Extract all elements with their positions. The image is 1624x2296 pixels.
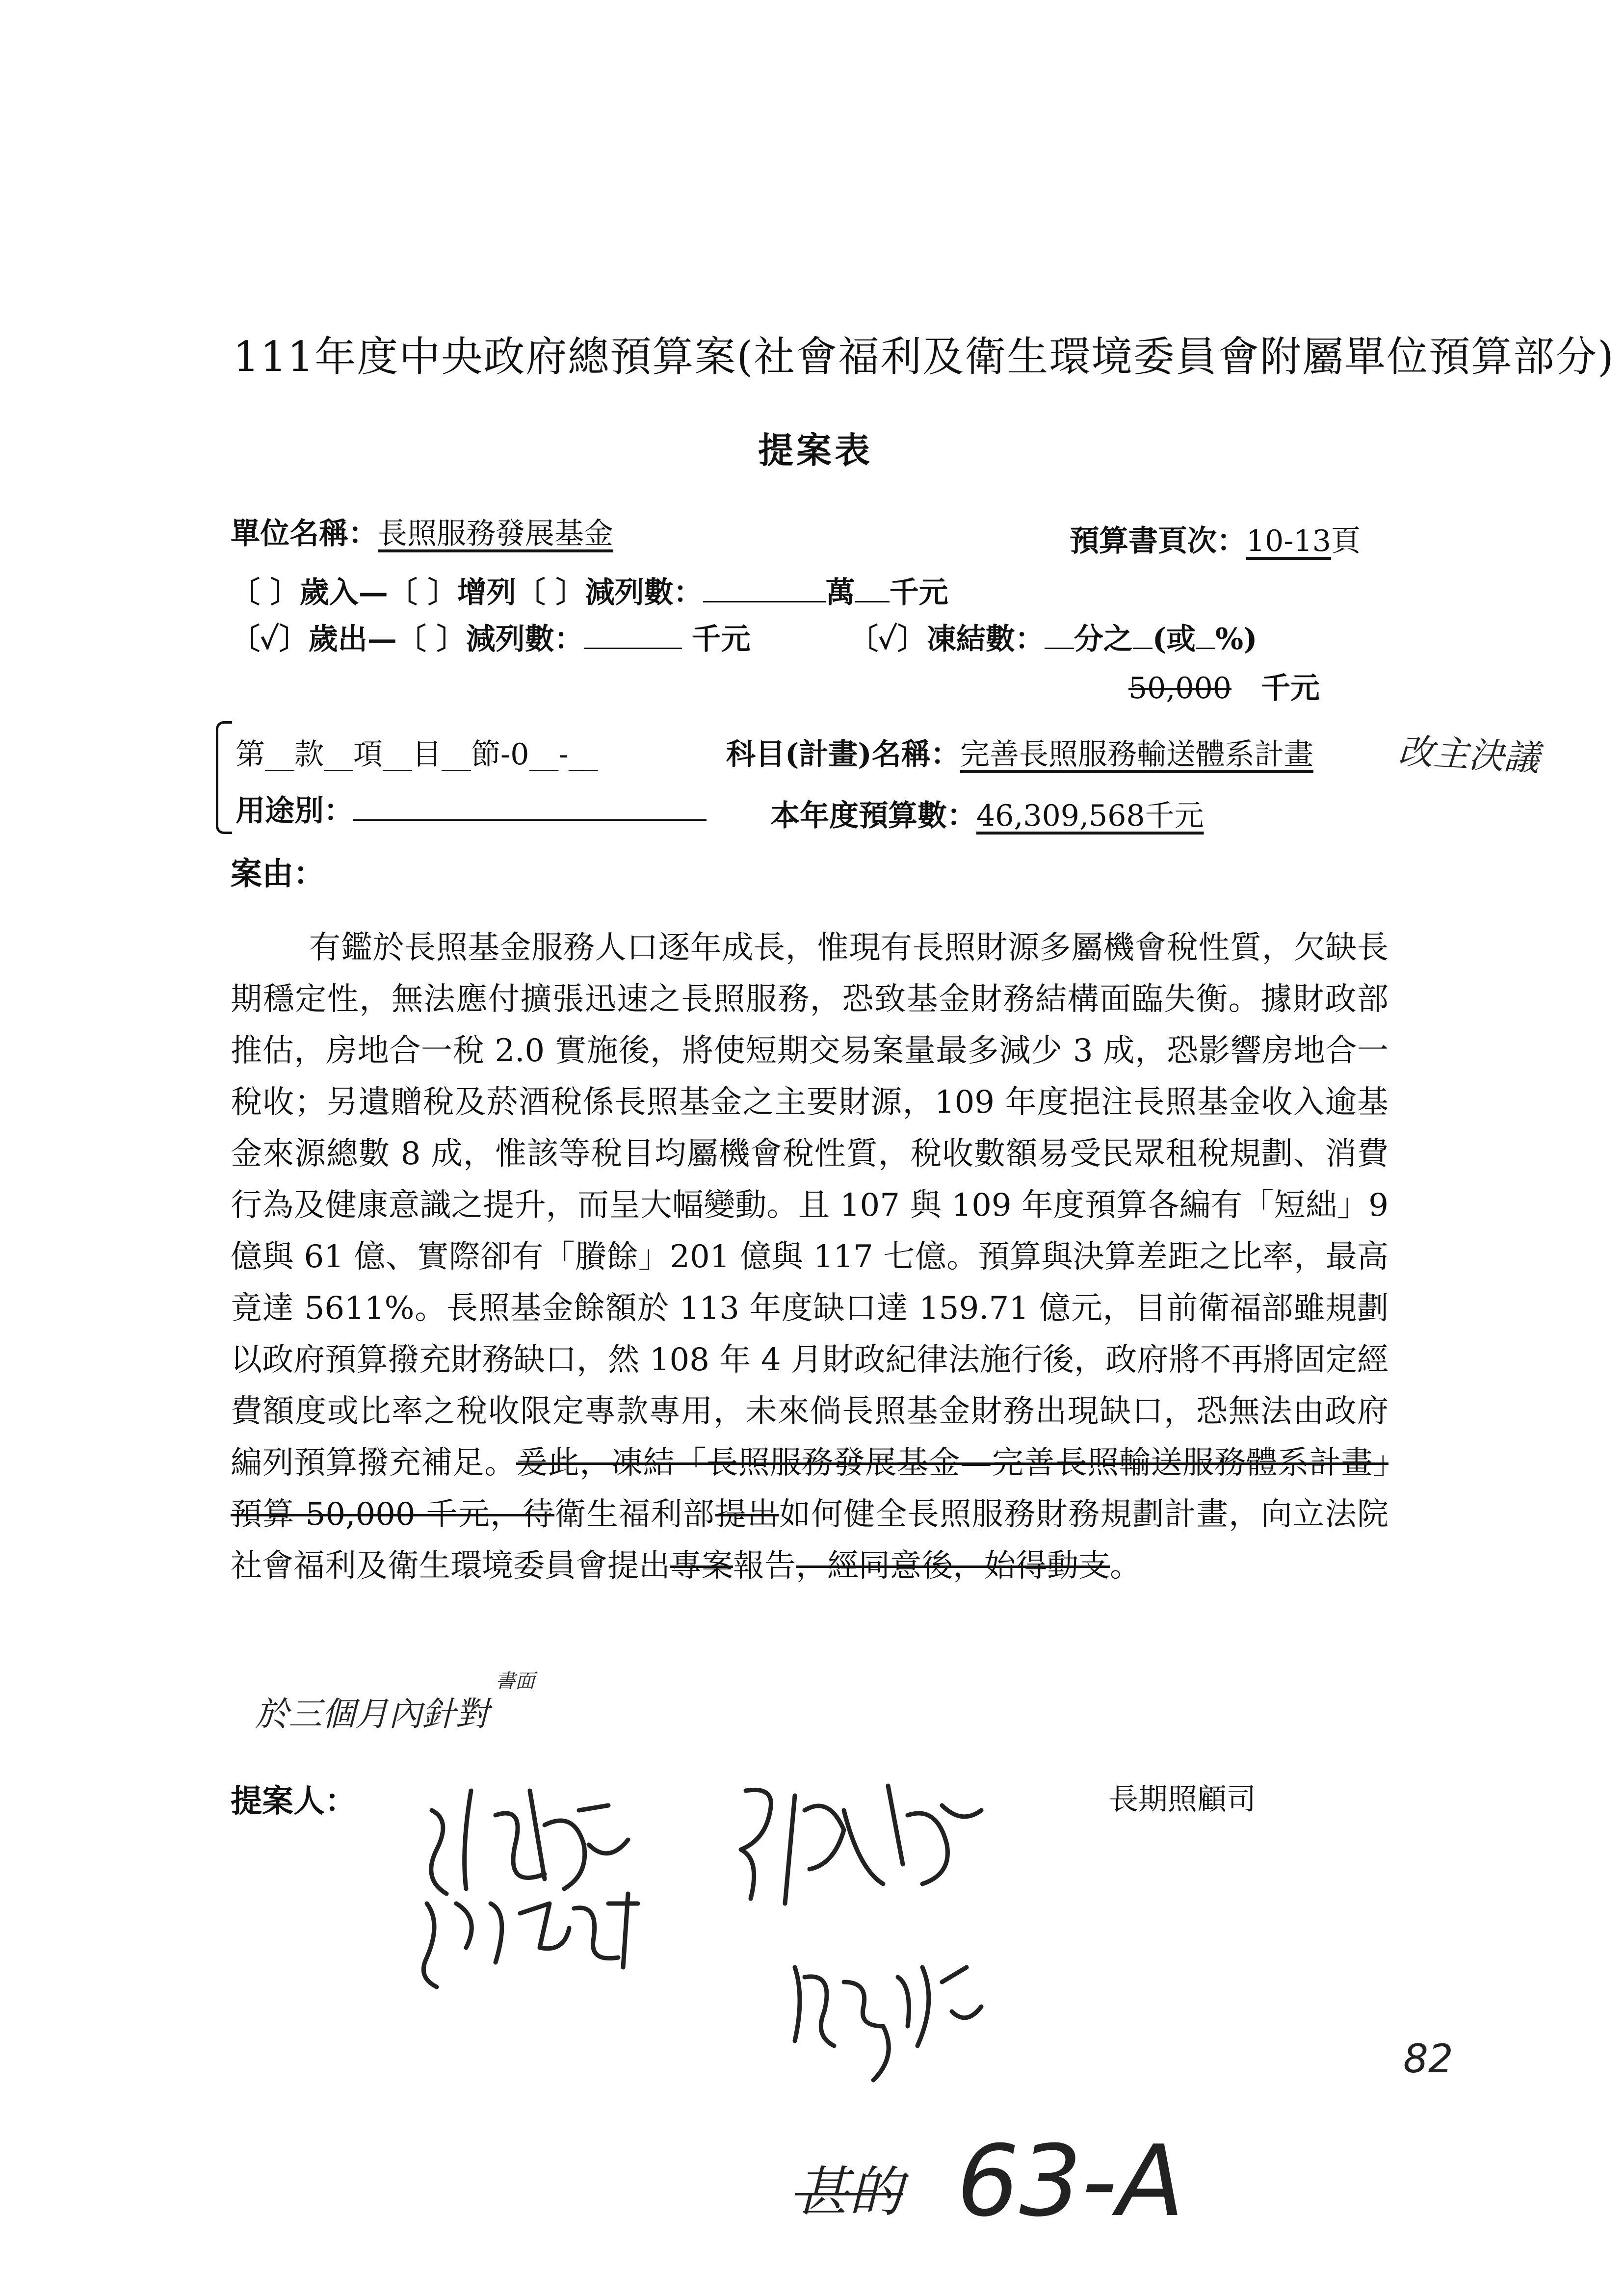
- handwritten-insert: 於三個月內針對: [255, 1695, 489, 1734]
- reason-main: 有鑑於長照基金服務人口逐年成長，惟現有長照財源多屬機會稅性質，欠缺長期穩定性，無法應付擴張迅速之長照服務，恐致基金財務結構面臨失衡。據財政部推估，房地合一稅 2.0 實施後，將使短期交易案量最多減少 3 成，恐影響房地合一稅收；另遺贈稅及菸酒稅係長照基金之主要財源，109 年度挹注長照基金收入逾基金來源總數 8 成，惟該等稅目均屬機會稅性質，稅收數額易受民眾租稅規劃、消費行為及健康意識之提升，而呈大幅變動。且 107 與 109 年度預算各編有「短絀」9 億與 61 億、實際卻有「賸餘」201 億與 117 七億。預算與決算差距之比率，最高竟達 5611%。長照基金餘額於 113 年度缺口達 159.71 億元，目前衛福部雖規劃以政府預算撥充財務缺口，然 108 年 4 月財政紀律法施行後，政府將不再將固定經費額度或比率之稅收限定專款專用，未來倘長照基金財務出現缺口，恐無法由政府編列預算撥充補足。: [231, 930, 1388, 1481]
- signature-3: [795, 1967, 981, 2080]
- signature-4: [423, 1894, 638, 1987]
- reason-struck-3: 專案: [670, 1548, 733, 1584]
- reason-end: 。: [1110, 1548, 1141, 1584]
- budget-label: 本年度預算數：: [770, 799, 976, 833]
- classification-line: 第__款__項__目__節-0__-__: [236, 737, 598, 772]
- unit-label: 單位名稱：: [231, 517, 378, 551]
- revenue-line: 〔 〕歲入—〔 〕增列〔 〕減列數：: [231, 575, 703, 610]
- reason-struck-2: 提出: [715, 1496, 780, 1533]
- page-subtitle: 提案表: [758, 429, 873, 471]
- page-title: 111年度中央政府總預算案(社會福利及衛生環境委員會附屬單位預算部分): [233, 333, 1615, 381]
- reason-mid-2: 如何健全長照服務財務規劃計畫，向立法院社會福利及衛生環境委員會提出: [231, 1496, 1389, 1584]
- page-ref-value: 10-13: [1246, 524, 1331, 558]
- proposer-org: 長期照顧司: [1109, 1782, 1256, 1817]
- page-ref-label: 預算書頁次：: [1070, 524, 1246, 558]
- freeze-pct: %): [1215, 622, 1257, 656]
- signature-1: [431, 1791, 628, 1894]
- page-ref-suffix: 頁: [1331, 524, 1361, 558]
- reason-struck-4: ，經同意後，始得動支: [796, 1548, 1110, 1584]
- reason-label: 案由：: [231, 856, 325, 892]
- struck-code: 甚的: [795, 2161, 903, 2223]
- budget-value: 46,309,568: [976, 799, 1145, 833]
- reason-mid-1: 衛生福利部: [554, 1496, 715, 1533]
- usage-label: 用途別：: [236, 794, 353, 828]
- revenue-suffix: 千元: [889, 575, 948, 610]
- revenue-units: 萬: [825, 575, 855, 610]
- reason-struck-1: 爰此，凍結「長照服務發展基金—完善長照輸送服務體系計畫」預算 50,000 千元，待: [231, 1445, 1388, 1533]
- signature-2: [741, 1786, 981, 1904]
- handwritten-insert-2: 書面: [496, 1670, 535, 1693]
- budget-suffix: 千元: [1145, 799, 1204, 833]
- freeze-paren: (或: [1152, 622, 1196, 656]
- freeze-amount: 50,000: [1128, 671, 1231, 705]
- page-number: 82: [1403, 2036, 1453, 2082]
- freeze-amount-suffix: 千元: [1260, 671, 1320, 705]
- proposer-label: 提案人：: [231, 1783, 356, 1820]
- expense-suffix: 千元: [691, 622, 751, 656]
- unit-value: 長照服務發展基金: [378, 517, 613, 551]
- margin-note: 改主決議: [1397, 730, 1541, 779]
- freeze-mid: 分之: [1074, 622, 1133, 656]
- expense-line: 〔✓〕歲出—〔 〕減列數：: [231, 622, 584, 656]
- document-code: 63-A: [957, 2124, 1184, 2239]
- subject-label: 科目(計畫)名稱：: [726, 737, 960, 772]
- reason-mid-3: 報告: [733, 1548, 796, 1584]
- subject-value: 完善長照服務輸送體系計畫: [960, 737, 1313, 772]
- freeze-prefix: 〔✓〕凍結數：: [849, 622, 1045, 656]
